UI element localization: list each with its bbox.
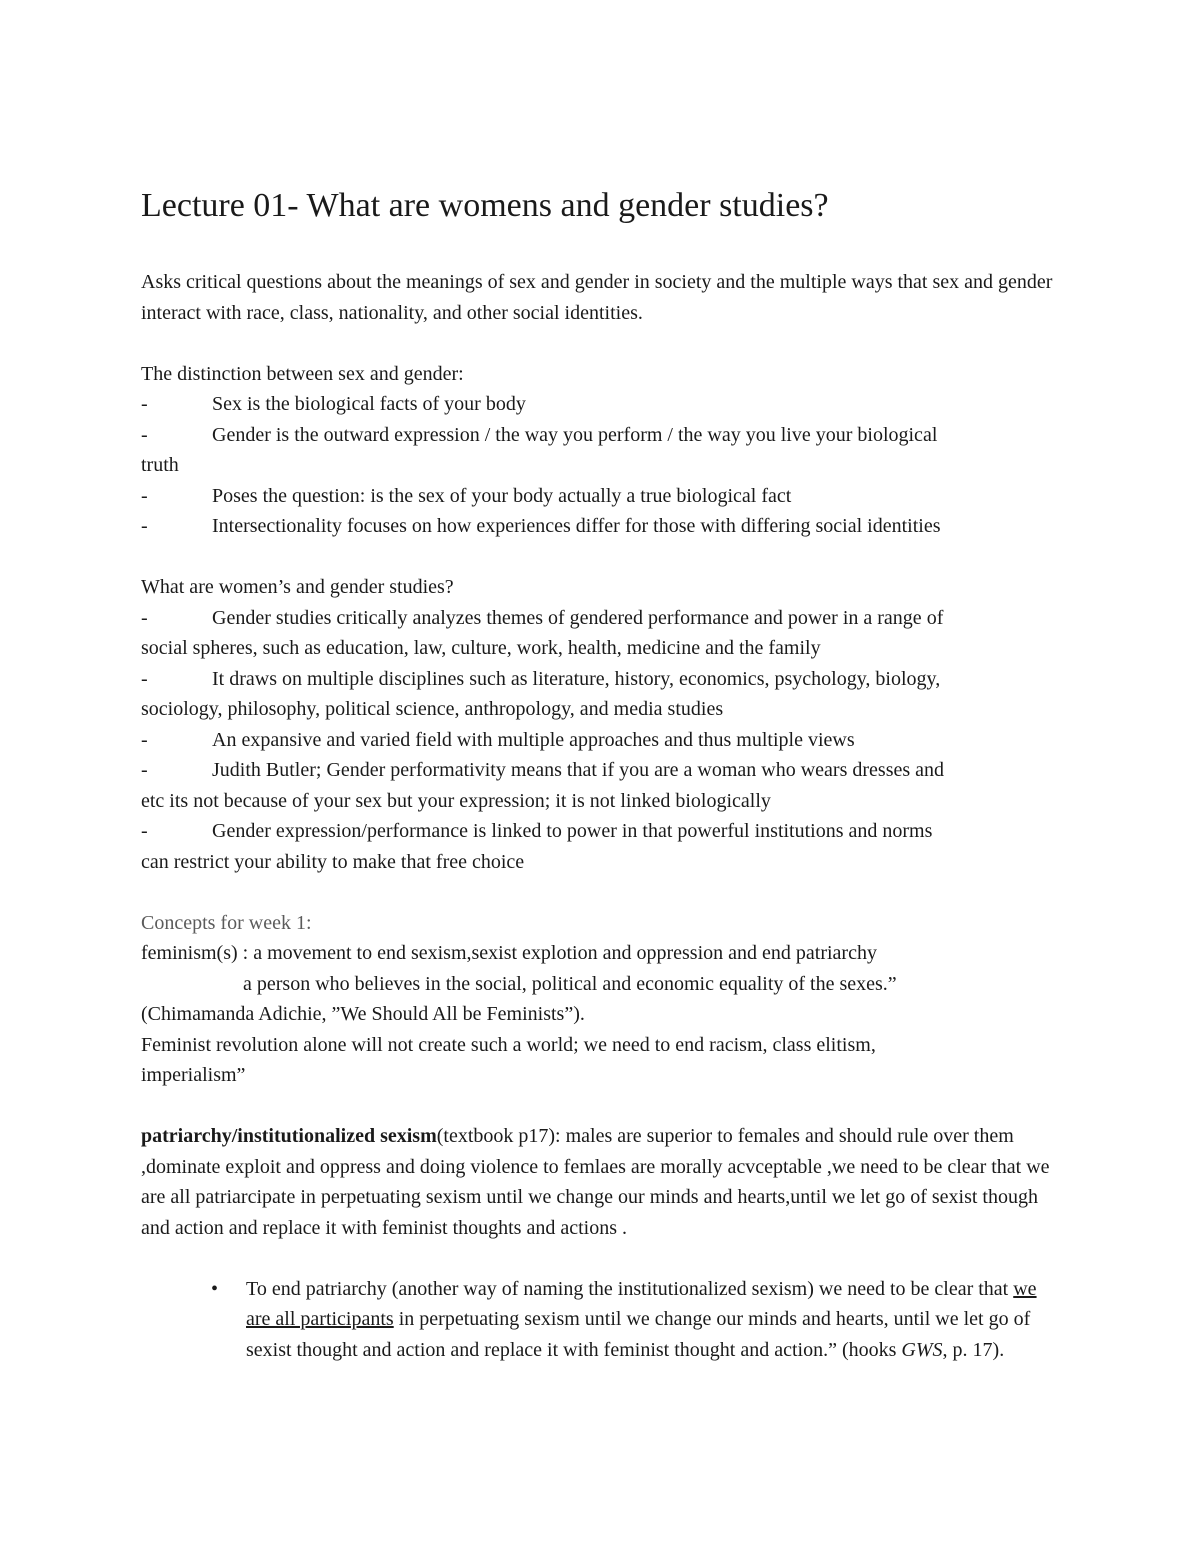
quote-text-end: , p. 17). <box>942 1338 1005 1361</box>
intro-paragraph: Asks critical questions about the meanings of sex and gender in society and the multiple ways that sex and gender interact with race, class, nationality, and other social identities. <box>141 271 1053 324</box>
patriarchy-term: patriarchy/institutionalized sexism <box>141 1125 437 1147</box>
distinction-heading: The distinction between sex and gender: <box>141 362 464 385</box>
dash-marker: - <box>141 667 148 690</box>
list-item: - It draws on multiple disciplines such as literature, history, economics, psychology, biology, <box>141 664 1061 695</box>
concept-feminism-line: feminism(s) : a movement to end sexism,sexist explotion and oppression and end patriarchy <box>141 942 877 964</box>
list-item: - Gender expression/performance is linked to power in that powerful institutions and norms <box>141 816 1061 847</box>
list-item-continuation: sociology, philosophy, political science, anthropology, and media studies <box>141 698 724 720</box>
patriarchy-definition: (textbook p17): males are superior to females and should rule over them ,dominate exploit and oppress and doing violence to femlaes are morally acvceptable ,we need to be clear that we are all patriarcipate in perpetuating sexism until we change our minds and hearts,until we let go of sexist though and action and replace it with feminist thoughts and actions . <box>141 1125 1050 1239</box>
list-item: - Poses the question: is the sex of your body actually a true biological fact <box>141 481 1061 512</box>
dash-marker: - <box>141 515 148 537</box>
list-item: - Intersectionality focuses on how experiences differ for those with differing social identities <box>141 511 1061 542</box>
list-item: - Gender studies critically analyzes themes of gendered performance and power in a range of <box>141 603 1061 634</box>
quote-text-before: To end patriarchy (another way of naming the institutionalized sexism) we need to be clear that <box>246 1277 1014 1300</box>
list-item: - An expansive and varied field with multiple approaches and thus multiple views <box>141 725 1061 756</box>
dash-marker: - <box>141 393 148 415</box>
concept-revolution-line: Feminist revolution alone will not create such a world; we need to end racism, class elitism, <box>141 1033 876 1056</box>
concept-imperialism-line: imperialism” <box>141 1064 246 1086</box>
dash-marker: - <box>141 606 148 629</box>
quote-italic-source: GWS <box>901 1338 943 1361</box>
concept-citation: (Chimamanda Adichie, ”We Should All be Feminists”). <box>141 1003 585 1025</box>
dash-marker: - <box>141 728 148 751</box>
patriarchy-paragraph <box>141 1121 1061 1243</box>
list-item: - Gender is the outward expression / the way you perform / the way you live your biological <box>141 420 1061 451</box>
list-item-continuation: can restrict your ability to make that free choice <box>141 850 525 873</box>
wgs-heading: What are women’s and gender studies? <box>141 576 454 598</box>
quote-text-after: in perpetuating sexism until we change our minds and hearts, until we let go of sexist thought and action and replace it with feminist thought and action.” (hooks <box>246 1308 1031 1361</box>
quote-bullet-item <box>211 1274 1061 1366</box>
list-item-continuation: truth <box>141 454 179 476</box>
dash-marker: - <box>141 484 148 507</box>
bullet-marker: • <box>211 1277 219 1300</box>
dash-marker: - <box>141 820 148 842</box>
list-item-continuation: social spheres, such as education, law, culture, work, health, medicine and the family <box>141 637 821 659</box>
list-item: - Judith Butler; Gender performativity means that if you are a woman who wears dresses and <box>141 755 1061 786</box>
concepts-heading: Concepts for week 1: <box>141 911 312 934</box>
list-item: - Sex is the biological facts of your body <box>141 389 1061 420</box>
list-item-continuation: etc its not because of your sex but your expression; it is not linked biologically <box>141 789 771 812</box>
dash-marker: - <box>141 759 148 781</box>
quote-underlined-text: we are all participants <box>246 1277 1037 1330</box>
concept-feminist-definition: a person who believes in the social, political and economic equality of the sexes.” <box>243 972 897 995</box>
dash-marker: - <box>141 423 148 446</box>
page-title: Lecture 01- What are womens and gender studies? <box>141 187 829 224</box>
document-body <box>141 182 1061 1365</box>
